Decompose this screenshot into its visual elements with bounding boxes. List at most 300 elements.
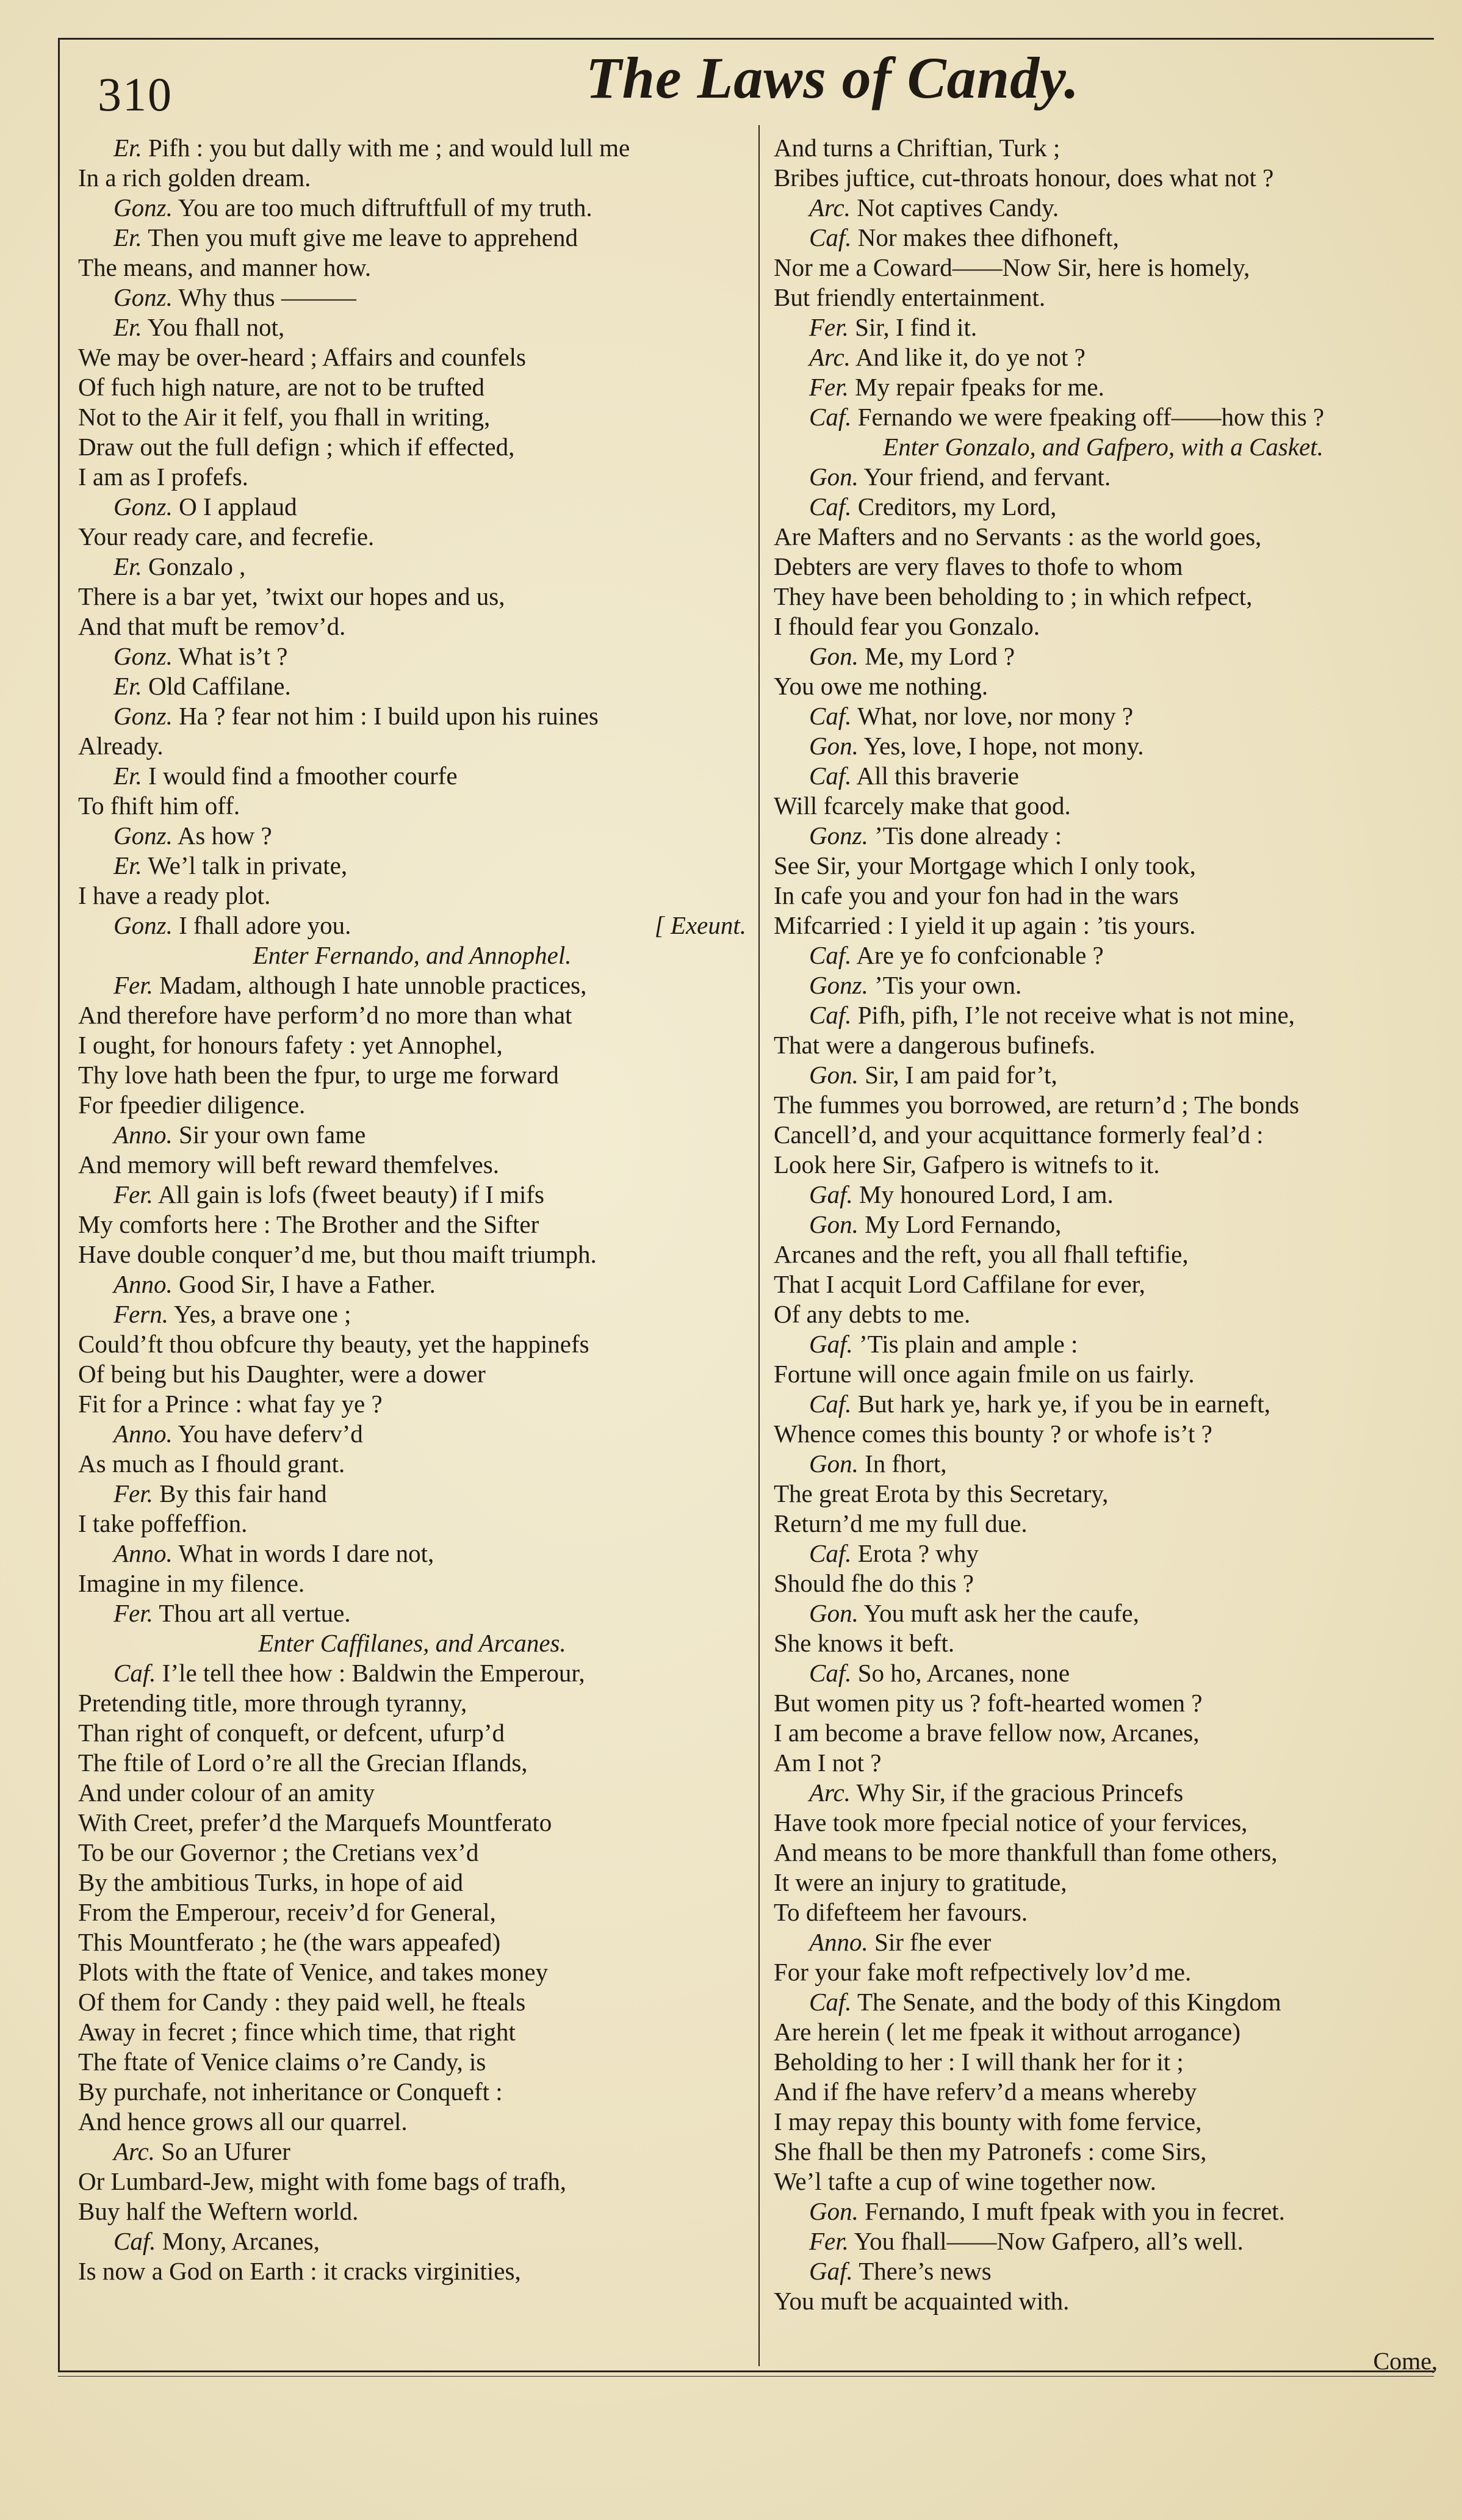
line-text: Then you muft give me leave to apprehend xyxy=(148,223,578,251)
verse-line xyxy=(78,791,746,821)
line-text: To fhift him off. xyxy=(78,792,240,820)
line-text: There’s news xyxy=(859,2257,992,2285)
speaker-prefix: Gonz. xyxy=(113,702,173,730)
line-text: And means to be more thankfull than fome others, xyxy=(774,1838,1278,1866)
verse-line xyxy=(78,881,746,911)
line-text: Not captives Candy. xyxy=(857,193,1059,222)
speaker-prefix: Gonz. xyxy=(113,193,173,222)
line-text: Ha ? fear not him : I build upon his ruines xyxy=(179,702,599,730)
verse-line xyxy=(774,1868,1433,1897)
line-text: With Creet, prefer’d the Marquefs Mountferato xyxy=(78,1808,552,1836)
speaker-prefix: Caf. xyxy=(113,1659,156,1687)
verse-line xyxy=(774,1897,1433,1927)
line-text: You muft ask her the caufe, xyxy=(863,1599,1139,1627)
verse-line xyxy=(78,1030,746,1060)
line-text: Buy half the Weftern world. xyxy=(78,2197,359,2225)
verse-line xyxy=(774,1957,1433,1987)
line-text: Thou art all vertue. xyxy=(159,1599,351,1627)
verse-line xyxy=(113,1269,746,1299)
verse-line xyxy=(774,1718,1433,1748)
verse-line xyxy=(78,1688,746,1718)
verse-line xyxy=(809,821,1433,851)
verse-line xyxy=(78,1240,746,1269)
line-text: I have a ready plot. xyxy=(78,881,271,909)
verse-line xyxy=(774,2017,1433,2047)
speaker-prefix: Er. xyxy=(113,134,142,162)
verse-line xyxy=(78,1987,746,2017)
running-title: The Laws of Candy. xyxy=(586,45,1080,110)
verse-line xyxy=(774,552,1433,582)
speaker-prefix: Gonz. xyxy=(113,911,173,939)
verse-line xyxy=(78,1718,746,1748)
verse-line xyxy=(78,1808,746,1838)
verse-line xyxy=(78,402,746,432)
line-text: By purchafe, not inheritance or Conqueft : xyxy=(78,2078,503,2106)
speaker-prefix: Gonz. xyxy=(113,493,173,521)
speaker-prefix: Gaf. xyxy=(809,1180,853,1208)
line-text: But women pity us ? foft-hearted women ? xyxy=(774,1689,1203,1717)
verse-line xyxy=(113,283,746,312)
verse-line xyxy=(774,1359,1433,1389)
verse-line xyxy=(78,612,746,641)
verse-line xyxy=(774,1479,1433,1509)
line-text: The ftile of Lord o’re all the Grecian Iflands, xyxy=(78,1749,528,1777)
line-text: I fhould fear you Gonzalo. xyxy=(774,612,1040,640)
speaker-prefix: Gaf. xyxy=(809,2257,853,2285)
speaker-prefix: Caf. xyxy=(809,702,852,730)
verse-line xyxy=(774,612,1433,641)
verse-line xyxy=(809,1658,1433,1688)
line-text: Pifh, pifh, I’le not receive what is not mine, xyxy=(857,1001,1295,1029)
line-text: I would find a fmoother courfe xyxy=(148,762,458,790)
line-text: Are Mafters and no Servants : as the world goes, xyxy=(774,522,1262,551)
verse-line xyxy=(78,342,746,372)
verse-line xyxy=(113,671,746,701)
line-text: The means, and manner how. xyxy=(78,253,372,281)
verse-line xyxy=(78,2077,746,2107)
line-text: Fortune will once again fmile on us fairly. xyxy=(774,1360,1195,1388)
speaker-prefix: Fer. xyxy=(113,1479,153,1507)
line-text: But hark ye, hark ye, if you be in earneft, xyxy=(857,1390,1271,1418)
verse-line xyxy=(78,1868,746,1897)
line-text: My repair fpeaks for me. xyxy=(855,373,1104,401)
verse-line xyxy=(78,253,746,283)
verse-line xyxy=(113,193,746,223)
column-divider xyxy=(758,125,760,2366)
verse-line xyxy=(809,1060,1433,1090)
line-text: I’le tell thee how : Baldwin the Emperour, xyxy=(162,1659,585,1687)
verse-line xyxy=(113,1419,746,1449)
verse-line xyxy=(113,2137,746,2167)
line-text: Yes, love, I hope, not mony. xyxy=(863,732,1144,760)
line-text: I am become a brave fellow now, Arcanes, xyxy=(774,1719,1200,1747)
line-text: My comforts here : The Brother and the Sifter xyxy=(78,1210,539,1238)
verse-line xyxy=(774,1838,1433,1868)
line-text: I fhall adore you. xyxy=(179,911,351,939)
stage-direction xyxy=(78,1628,746,1658)
line-text: As much as I fhould grant. xyxy=(78,1450,345,1478)
speaker-prefix: Er. xyxy=(113,552,142,580)
line-text: Why Sir, if the gracious Princefs xyxy=(856,1778,1184,1807)
bottom-rule-inner xyxy=(58,2376,1434,2377)
line-text: And memory will beft reward themfelves. xyxy=(78,1150,499,1179)
bottom-rule xyxy=(58,2370,1434,2372)
verse-line xyxy=(809,1598,1433,1628)
verse-line xyxy=(809,402,1433,432)
verse-line xyxy=(113,851,746,881)
line-text: Imagine in my filence. xyxy=(78,1569,305,1597)
speaker-prefix: Caf. xyxy=(809,1001,852,1029)
speaker-prefix: Anno. xyxy=(113,1270,173,1298)
verse-line xyxy=(113,701,746,731)
line-text: Mony, Arcanes, xyxy=(162,2227,320,2255)
line-text: Bribes juftice, cut-throats honour, does what not ? xyxy=(774,164,1274,192)
verse-line xyxy=(809,1927,1433,1957)
line-text: Your ready care, and fecrefie. xyxy=(78,522,375,551)
verse-line xyxy=(809,1389,1433,1419)
line-text: Plots with the ftate of Venice, and takes money xyxy=(78,1958,549,1986)
line-text: You fhall not, xyxy=(147,313,285,341)
line-text: Could’ft thou obfcure thy beauty, yet the happinefs xyxy=(78,1330,589,1358)
line-text: You fhall——Now Gafpero, all’s well. xyxy=(854,2227,1244,2255)
line-text: In fhort, xyxy=(865,1450,947,1478)
verse-line xyxy=(809,1987,1433,2017)
line-text: To difefteem her favours. xyxy=(774,1898,1028,1926)
verse-line xyxy=(78,522,746,552)
verse-line xyxy=(774,1150,1433,1180)
speaker-prefix: Fern. xyxy=(113,1300,168,1328)
line-text: Should fhe do this ? xyxy=(774,1569,974,1597)
line-text: Look here Sir, Gafpero is witnefs to it. xyxy=(774,1150,1160,1179)
line-text: Erota ? why xyxy=(857,1539,979,1567)
line-text: All this braverie xyxy=(856,762,1019,790)
verse-line xyxy=(809,2197,1433,2226)
verse-line xyxy=(113,761,746,791)
speaker-prefix: Caf. xyxy=(809,941,852,969)
line-text: And turns a Chriftian, Turk ; xyxy=(774,134,1060,162)
line-text: All gain is lofs (fweet beauty) if I mifs xyxy=(157,1180,544,1208)
verse-line xyxy=(774,2107,1433,2137)
verse-line xyxy=(78,1389,746,1419)
verse-line xyxy=(809,970,1433,1000)
verse-line xyxy=(809,223,1433,253)
line-text: My Lord Fernando, xyxy=(865,1210,1062,1238)
verse-line xyxy=(113,1299,746,1329)
line-text: Of being but his Daughter, were a dower xyxy=(78,1360,486,1388)
line-text: She fhall be then my Patronefs : come Sirs, xyxy=(774,2137,1207,2165)
catchword: Come, xyxy=(1373,2347,1438,2375)
verse-line xyxy=(809,761,1433,791)
verse-line xyxy=(113,911,746,940)
line-text: Gonzalo , xyxy=(148,552,246,580)
line-text: Are herein ( let me fpeak it without arrogance) xyxy=(774,2018,1241,2046)
line-text: I may repay this bounty with fome fervice, xyxy=(774,2107,1202,2136)
verse-line xyxy=(78,1957,746,1987)
verse-line xyxy=(113,1539,746,1569)
verse-line xyxy=(78,2107,746,2137)
verse-line xyxy=(809,731,1433,761)
verse-line xyxy=(809,492,1433,522)
line-text: What in words I dare not, xyxy=(178,1539,434,1567)
verse-line xyxy=(113,1479,746,1509)
verse-line xyxy=(113,970,746,1000)
verse-line xyxy=(774,2137,1433,2167)
verse-line xyxy=(774,163,1433,193)
line-text: And that muft be remov’d. xyxy=(78,612,346,640)
speaker-prefix: Gonz. xyxy=(113,821,173,850)
verse-line xyxy=(113,2226,746,2256)
verse-line xyxy=(78,1778,746,1808)
verse-line xyxy=(78,1210,746,1240)
verse-line xyxy=(809,1778,1433,1808)
verse-line xyxy=(78,462,746,492)
line-text: See Sir, your Mortgage which I only took, xyxy=(774,851,1196,879)
line-text: For fpeedier diligence. xyxy=(78,1091,306,1119)
line-text: Good Sir, I have a Father. xyxy=(179,1270,436,1298)
line-text: My honoured Lord, I am. xyxy=(859,1180,1114,1208)
line-text: The great Erota by this Secretary, xyxy=(774,1479,1109,1507)
verse-line xyxy=(78,1329,746,1359)
line-text: We’l tafte a cup of wine together now. xyxy=(774,2167,1157,2195)
stage-direction-text: Enter Caffilanes, and Arcanes. xyxy=(258,1629,566,1657)
verse-line xyxy=(809,2256,1433,2286)
verse-line xyxy=(78,1748,746,1778)
verse-line xyxy=(774,1628,1433,1658)
page-number: 310 xyxy=(98,68,173,121)
line-text: The ftate of Venice claims o’re Candy, is xyxy=(78,2048,486,2076)
verse-line xyxy=(78,1359,746,1389)
line-text: I take poffeffion. xyxy=(78,1509,248,1537)
speaker-prefix: Arc. xyxy=(809,193,851,222)
line-text: To be our Governor ; the Cretians vex’d xyxy=(78,1838,479,1866)
speaker-prefix: Fer. xyxy=(113,1180,153,1208)
stage-direction-text: Enter Fernando, and Annophel. xyxy=(253,941,572,969)
line-text: And hence grows all our quarrel. xyxy=(78,2107,408,2136)
line-text: That I acquit Lord Caffilane for ever, xyxy=(774,1270,1145,1298)
verse-line xyxy=(78,1927,746,1957)
verse-line xyxy=(809,1000,1433,1030)
verse-line xyxy=(113,1180,746,1210)
speaker-prefix: Gaf. xyxy=(809,1330,853,1358)
speaker-prefix: Er. xyxy=(113,762,142,790)
speaker-prefix: Gon. xyxy=(809,2197,859,2225)
line-text: You are too much diftruftfull of my truth. xyxy=(178,193,592,222)
verse-line xyxy=(113,312,746,342)
speaker-prefix: Anno. xyxy=(113,1121,173,1149)
line-text: Than right of conqueft, or defcent, ufurp’d xyxy=(78,1719,505,1747)
speaker-prefix: Gon. xyxy=(809,1061,859,1089)
verse-line xyxy=(809,1539,1433,1569)
verse-line xyxy=(774,522,1433,552)
verse-line xyxy=(113,821,746,851)
line-text: I ought, for honours fafety : yet Annophel, xyxy=(78,1031,503,1059)
line-text: Whence comes this bounty ? or whofe is’t ? xyxy=(774,1420,1212,1448)
verse-line xyxy=(774,2286,1433,2316)
verse-line xyxy=(774,1748,1433,1778)
verse-line xyxy=(774,1688,1433,1718)
verse-line xyxy=(113,641,746,671)
line-text: Me, my Lord ? xyxy=(865,642,1015,670)
line-text: Fernando, I muft fpeak with you in fecret. xyxy=(865,2197,1285,2225)
line-text: And therefore have perform’d no more than what xyxy=(78,1001,572,1029)
line-text: You muft be acquainted with. xyxy=(774,2287,1070,2315)
line-text: Fit for a Prince : what fay ye ? xyxy=(78,1390,383,1418)
verse-line xyxy=(774,1240,1433,1269)
verse-line xyxy=(113,133,746,163)
verse-line xyxy=(774,1120,1433,1150)
line-text: Mifcarried : I yield it up again : ’tis yours. xyxy=(774,911,1196,939)
speaker-prefix: Anno. xyxy=(809,1928,868,1956)
line-text: Sir, I am paid for’t, xyxy=(865,1061,1057,1089)
verse-line xyxy=(774,1269,1433,1299)
line-text: Old Caffilane. xyxy=(148,672,291,700)
line-text: Is now a God on Earth : it cracks virginities, xyxy=(78,2257,521,2285)
verse-line xyxy=(78,2197,746,2226)
speaker-prefix: Er. xyxy=(113,672,142,700)
verse-line xyxy=(113,223,746,253)
verse-line xyxy=(78,1150,746,1180)
line-text: For your fake moft refpectively lov’d me. xyxy=(774,1958,1192,1986)
speaker-prefix: Fer. xyxy=(809,2227,849,2255)
verse-line xyxy=(774,911,1433,940)
line-text: And like it, do ye not ? xyxy=(855,343,1086,371)
verse-line xyxy=(809,193,1433,223)
verse-line xyxy=(78,1090,746,1120)
speaker-prefix: Arc. xyxy=(809,1778,851,1807)
verse-line xyxy=(809,1449,1433,1479)
line-text: We’l talk in private, xyxy=(148,851,348,879)
line-text: There is a bar yet, ’twixt our hopes and us, xyxy=(78,582,505,610)
speaker-prefix: Gon. xyxy=(809,463,859,491)
speaker-prefix: Caf. xyxy=(809,1539,852,1567)
line-text: ’Tis done already : xyxy=(874,821,1062,850)
verse-line xyxy=(78,432,746,462)
line-text: Sir your own fame xyxy=(179,1121,366,1149)
line-text: The Senate, and the body of this Kingdom xyxy=(857,1988,1281,2016)
verse-line xyxy=(78,372,746,402)
line-text: Of them for Candy : they paid well, he fteals xyxy=(78,1988,526,2016)
verse-line xyxy=(78,2167,746,2197)
verse-line xyxy=(774,2047,1433,2077)
verse-line xyxy=(78,2256,746,2286)
line-text: In a rich golden dream. xyxy=(78,164,311,192)
line-text: What, nor love, nor mony ? xyxy=(857,702,1134,730)
line-text: Why thus ——— xyxy=(178,283,356,311)
left-rule xyxy=(58,38,60,2372)
speaker-prefix: Gon. xyxy=(809,1599,859,1627)
verse-line xyxy=(78,1897,746,1927)
verse-line xyxy=(774,1569,1433,1598)
speaker-prefix: Arc. xyxy=(113,2137,155,2165)
line-text: Of fuch high nature, are not to be trufted xyxy=(78,373,485,401)
speaker-prefix: Arc. xyxy=(809,343,851,371)
line-text: They have been beholding to ; in which refpect, xyxy=(774,582,1253,610)
line-text: Are ye fo confcionable ? xyxy=(856,941,1104,969)
line-text: Yes, a brave one ; xyxy=(173,1300,351,1328)
left-text-column xyxy=(78,133,746,2286)
line-text: Nor makes thee difhoneft, xyxy=(857,223,1119,251)
speaker-prefix: Er. xyxy=(113,851,142,879)
speaker-prefix: Caf. xyxy=(809,1659,852,1687)
verse-line xyxy=(78,1000,746,1030)
verse-line xyxy=(78,1449,746,1479)
verse-line xyxy=(78,731,746,761)
line-text: By the ambitious Turks, in hope of aid xyxy=(78,1868,463,1896)
speaker-prefix: Gon. xyxy=(809,642,859,670)
line-text: We may be over-heard ; Affairs and counfels xyxy=(78,343,526,371)
speaker-prefix: Caf. xyxy=(809,493,852,521)
speaker-prefix: Gonz. xyxy=(809,821,868,850)
speaker-prefix: Gon. xyxy=(809,732,859,760)
line-text: The fummes you borrowed, are return’d ; The bonds xyxy=(774,1091,1300,1119)
verse-line xyxy=(78,1060,746,1090)
line-text: Your friend, and fervant. xyxy=(863,463,1111,491)
line-text: So an Ufurer xyxy=(161,2137,290,2165)
speaker-prefix: Gonz. xyxy=(113,283,173,311)
line-text: As how ? xyxy=(177,821,272,850)
verse-line xyxy=(774,2077,1433,2107)
verse-line xyxy=(809,1329,1433,1359)
verse-line xyxy=(774,1030,1433,1060)
verse-line xyxy=(774,582,1433,612)
line-text: Thy love hath been the fpur, to urge me forward xyxy=(78,1061,559,1089)
verse-line xyxy=(809,312,1433,342)
speaker-prefix: Gon. xyxy=(809,1210,859,1238)
line-text: You have deferv’d xyxy=(178,1420,363,1448)
verse-line xyxy=(113,1598,746,1628)
line-text: Cancell’d, and your acquittance formerly feal’d : xyxy=(774,1121,1264,1149)
line-text: And if fhe have referv’d a means whereby xyxy=(774,2078,1197,2106)
line-text: Sir fhe ever xyxy=(874,1928,992,1956)
verse-line xyxy=(774,851,1433,881)
verse-line xyxy=(774,671,1433,701)
line-text: Of any debts to me. xyxy=(774,1300,971,1328)
speaker-prefix: Fer. xyxy=(809,373,849,401)
line-text: Or Lumbard-Jew, might with fome bags of trafh, xyxy=(78,2167,567,2195)
verse-line xyxy=(809,342,1433,372)
line-text: Pifh : you but dally with me ; and would lull me xyxy=(148,134,630,162)
line-text: Am I not ? xyxy=(774,1749,882,1777)
verse-line xyxy=(774,1090,1433,1120)
line-text: Creditors, my Lord, xyxy=(857,493,1057,521)
verse-line xyxy=(113,552,746,582)
verse-line xyxy=(809,372,1433,402)
verse-line xyxy=(809,1180,1433,1210)
line-text: Already. xyxy=(78,732,164,760)
speaker-prefix: Gon. xyxy=(809,1450,859,1478)
line-text: Have double conquer’d me, but thou maift triumph. xyxy=(78,1240,597,1268)
line-text: Have took more fpecial notice of your fervices, xyxy=(774,1808,1248,1836)
speaker-prefix: Caf. xyxy=(809,403,852,431)
line-text: Madam, although I hate unnoble practices, xyxy=(159,971,587,999)
speaker-prefix: Er. xyxy=(113,223,142,251)
line-text: Arcanes and the reft, you all fhall teftifie, xyxy=(774,1240,1189,1268)
speaker-prefix: Caf. xyxy=(809,1390,852,1418)
verse-line xyxy=(809,641,1433,671)
speaker-prefix: Caf. xyxy=(113,2227,156,2255)
verse-line xyxy=(774,2167,1433,2197)
line-text: You owe me nothing. xyxy=(774,672,988,700)
speaker-prefix: Fer. xyxy=(809,313,849,341)
line-text: What is’t ? xyxy=(178,642,288,670)
line-text: O I applaud xyxy=(179,493,297,521)
line-text: Draw out the full defign ; which if effected, xyxy=(78,433,515,461)
line-text: It were an injury to gratitude, xyxy=(774,1868,1067,1896)
line-text: From the Emperour, receiv’d for General, xyxy=(78,1898,496,1926)
verse-line xyxy=(78,1569,746,1598)
stage-direction xyxy=(774,432,1433,462)
speaker-prefix: Caf. xyxy=(809,762,852,790)
